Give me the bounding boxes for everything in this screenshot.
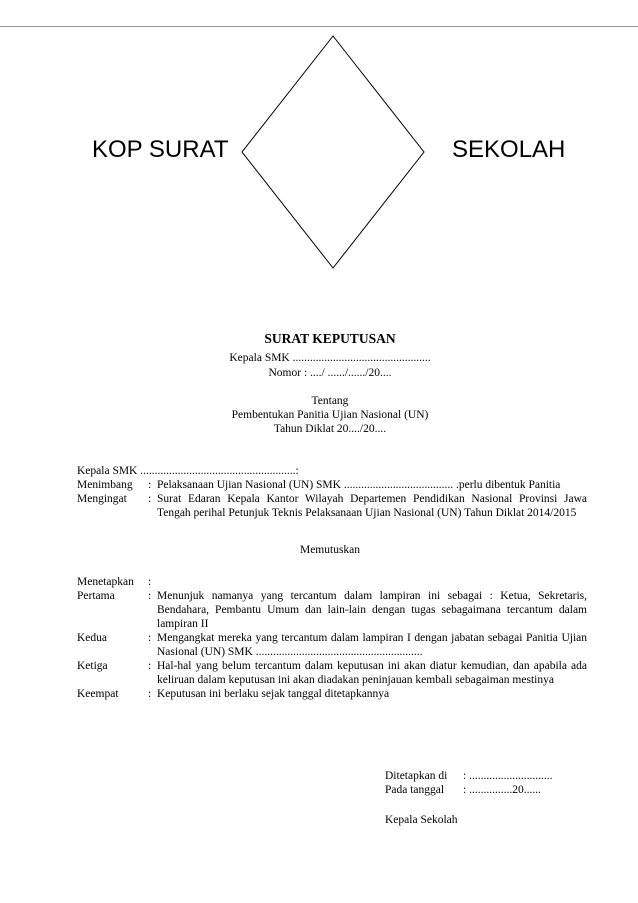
row-label: Mengingat — [77, 493, 127, 505]
kop-surat-text: KOP SURAT — [92, 136, 229, 163]
row-colon: : — [148, 632, 152, 644]
row-text: Surat Edaran Kepala Kantor Wilayah Departemen Pendidikan Nasional Provinsi Jawa Tengah perihal Petunjuk Teknis Pelaksanaan Ujian Nasional (UN) Tahun Diklat 2014/2015 — [157, 493, 587, 519]
row-colon: : — [148, 576, 152, 588]
row-colon: : — [148, 479, 152, 491]
menetapkan-row — [77, 575, 587, 589]
logo-placeholder-diamond — [240, 34, 426, 270]
mengingat-row — [77, 492, 587, 520]
ditetapkan-value: : ............................. — [463, 770, 553, 782]
row-colon: : — [148, 590, 152, 602]
document-title: SURAT KEPUTUSAN — [264, 331, 396, 346]
kedua-row — [77, 631, 587, 659]
keempat-row — [77, 687, 587, 701]
row-text — [157, 575, 587, 589]
nomor-line: Nomor : ..../ ....../....../20.... — [268, 367, 392, 379]
row-label: Keempat — [77, 688, 119, 700]
ditetapkan-label: Ditetapkan di — [385, 770, 448, 782]
signature-block — [385, 769, 552, 797]
row-colon: : — [148, 493, 152, 505]
memutuskan-heading: Memutuskan — [299, 544, 361, 556]
header-top-rule — [0, 26, 638, 27]
kop-sekolah-text: SEKOLAH — [452, 136, 566, 163]
row-label: Pertama — [77, 590, 115, 602]
ketiga-row — [77, 659, 587, 687]
row-label: Menetapkan — [77, 576, 134, 588]
row-colon: : — [148, 688, 152, 700]
row-label: Menimbang — [77, 479, 133, 491]
tanggal-value: : ...............20...... — [463, 784, 541, 796]
perihal-line: Pembentukan Panitia Ujian Nasional (UN) — [231, 409, 429, 421]
row-text: Menunjuk namanya yang tercantum dalam lampiran ini sebagai : Ketua, Sekretaris, Bendahara, Pembantu Umum dan lain-lain dengan tugas sebagaimana tercantum dalam lampiran II — [157, 590, 587, 630]
tanggal-label: Pada tanggal — [385, 784, 445, 796]
keputusan-section — [77, 575, 587, 701]
row-text: Mengangkat mereka yang tercantum dalam lampiran I dengan jabatan sebagai Panitia Ujian Nasional (UN) SMK .......................................................... — [157, 632, 587, 658]
row-text: Pelaksanaan Ujian Nasional (UN) SMK ...................................... .perlu dibentuk Panitia — [157, 479, 561, 491]
pertama-row — [77, 589, 587, 631]
row-text: Keputusan ini berlaku sejak tanggal ditetapkannya — [157, 688, 390, 700]
row-text: Hal-hal yang belum tercantum dalam keputusan ini akan diatur kemudian, dan apabila ada keliruan dalam keputusan ini akan diadakan peninjauan kembali sebagaiman mestinya — [157, 660, 587, 686]
row-label: Kedua — [77, 632, 108, 644]
intro-line: Kepala SMK ......................................................: — [77, 465, 299, 477]
kepala-sekolah-signer: Kepala Sekolah — [385, 814, 458, 826]
kepala-smk-line: Kepala SMK ................................................ — [229, 352, 431, 364]
menimbang-row — [77, 478, 587, 492]
pertimbangan-section — [77, 478, 587, 520]
ditetapkan-row — [385, 769, 552, 783]
row-colon: : — [148, 660, 152, 672]
tahun-diklat-line: Tahun Diklat 20..../20.... — [273, 423, 387, 435]
tentang-line: Tentang — [311, 395, 349, 407]
row-label: Ketiga — [77, 660, 108, 672]
tanggal-row — [385, 783, 552, 797]
